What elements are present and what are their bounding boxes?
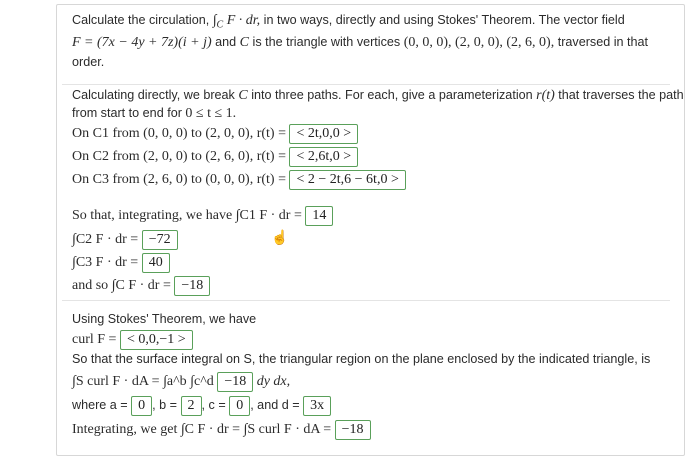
- integral-c3-label: ∫C3 F · dr =: [72, 255, 139, 270]
- answer-box-integrand[interactable]: −18: [217, 372, 253, 392]
- vertices: (0, 0, 0), (2, 0, 0), (2, 6, 0),: [403, 35, 555, 50]
- bound-a-label: where a =: [72, 398, 128, 412]
- differential: dy dx,: [256, 374, 291, 389]
- curve-symbol: C: [239, 35, 250, 50]
- intro-and: and: [215, 35, 237, 49]
- answer-box-d[interactable]: 3x: [303, 396, 331, 416]
- integral-c2-label: ∫C2 F · dr =: [72, 232, 139, 247]
- intro-text-3: is the triangle with vertices: [252, 35, 401, 49]
- integral-c1-row: [72, 205, 333, 226]
- answer-box-c2[interactable]: < 2,6t,0 >: [289, 147, 358, 167]
- bounds-row: [72, 395, 331, 416]
- answer-box-c1[interactable]: < 2t,0,0 >: [289, 124, 358, 144]
- answer-box-curl[interactable]: < 0,0,−1 >: [120, 330, 193, 350]
- stokes-text: Using Stokes' Theorem, we have: [72, 312, 257, 326]
- intro-text-2: in two ways, directly and using Stokes' Theorem. The vector field: [263, 13, 625, 27]
- direct-section: [62, 84, 684, 295]
- answer-box-b[interactable]: 2: [181, 396, 202, 416]
- integral-c2-row: [72, 229, 178, 250]
- integral-subscript: C: [216, 19, 224, 31]
- answer-box-int-c1[interactable]: 14: [305, 206, 333, 226]
- path-row-2: [72, 146, 358, 167]
- intro-line-2: [72, 32, 648, 53]
- answer-box-a[interactable]: 0: [131, 396, 152, 416]
- path-label: On C2 from (2, 0, 0) to (2, 6, 0), r(t) =: [72, 149, 286, 164]
- integral-c1-label: So that, integrating, we have ∫C1 F · dr =: [72, 208, 302, 223]
- answer-box-int-c2[interactable]: −72: [142, 230, 178, 250]
- integral-symbol: ∫: [212, 13, 217, 28]
- surface-integral-row: [72, 371, 290, 392]
- path-row-1: [72, 123, 358, 144]
- direct-text-2: into three paths. For each, give a parameterization: [251, 88, 533, 102]
- direct-text-4: from start to end for: [72, 106, 182, 120]
- integral-c3-row: [72, 252, 170, 273]
- bound-c-label: , c =: [201, 398, 226, 412]
- curve-symbol: C: [238, 88, 248, 103]
- intro-line-3: order.: [72, 55, 105, 69]
- curl-row: [72, 329, 193, 350]
- surface-text: So that the surface integral on S, the triangular region on the plane enclosed by the indicated triangle, is: [72, 352, 651, 366]
- direct-text: Calculating directly, we break: [72, 88, 235, 102]
- path-label: On C3 from (2, 6, 0) to (0, 0, 0), r(t) =: [72, 172, 286, 187]
- circulation-expression: F · dr,: [226, 13, 261, 28]
- direct-text-3: that traverses the path: [558, 88, 684, 102]
- final-label: Integrating, we get ∫C F · dr = ∫S curl F · dA =: [72, 422, 332, 437]
- vector-field: F = (7x − 4y + 7z)(i + j): [72, 35, 212, 50]
- curl-label: curl F =: [72, 332, 117, 347]
- answer-box-final[interactable]: −18: [335, 420, 371, 440]
- answer-box-int-c3[interactable]: 40: [142, 253, 170, 273]
- stokes-section: [62, 300, 670, 451]
- intro-text: Calculate the circulation,: [72, 13, 210, 27]
- path-label: On C1 from (0, 0, 0) to (2, 0, 0), r(t) =: [72, 126, 286, 141]
- direct-line-2: [72, 103, 236, 124]
- path-row-3: [72, 169, 406, 190]
- bound-d-label: , and d =: [250, 398, 300, 412]
- answer-box-c3[interactable]: < 2 − 2t,6 − 6t,0 >: [289, 170, 405, 190]
- answer-box-c[interactable]: 0: [229, 396, 250, 416]
- integral-total-label: and so ∫C F · dr =: [72, 278, 171, 293]
- surface-integral-label: ∫S curl F · dA = ∫a^b ∫c^d: [72, 374, 214, 389]
- answer-box-int-total[interactable]: −18: [174, 276, 210, 296]
- intro-text-4: traversed in that: [557, 35, 649, 49]
- integral-total-row: [72, 275, 210, 296]
- t-range: 0 ≤ t ≤ 1.: [185, 106, 237, 121]
- bound-b-label: , b =: [152, 398, 178, 412]
- hand-cursor-icon: ☝: [271, 229, 289, 245]
- position-vector: r(t): [536, 88, 555, 103]
- final-row: [72, 419, 371, 440]
